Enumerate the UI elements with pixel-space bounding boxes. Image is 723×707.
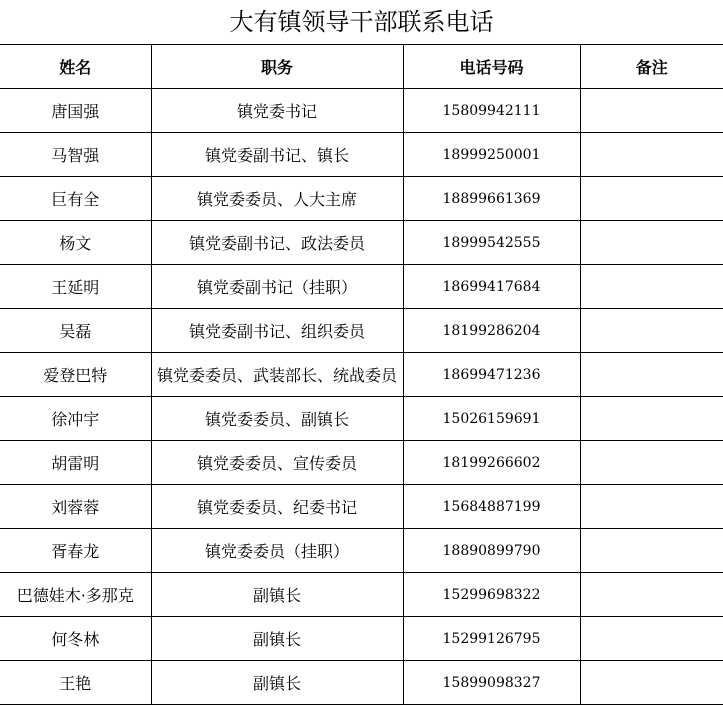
name-cell: 何冬林	[0, 617, 151, 661]
position-cell: 镇党委副书记、政法委员	[151, 221, 403, 265]
position-cell: 镇党委委员、副镇长	[151, 397, 403, 441]
remarks-cell	[580, 177, 723, 221]
phone-cell: 18999250001	[403, 133, 580, 177]
phone-cell: 15299126795	[403, 617, 580, 661]
phone-cell: 15899098327	[403, 661, 580, 705]
position-cell: 镇党委副书记（挂职）	[151, 265, 403, 309]
header-remarks: 备注	[580, 45, 723, 89]
name-cell: 刘蓉蓉	[0, 485, 151, 529]
table-row	[0, 221, 723, 265]
position-cell: 镇党委委员、武装部长、统战委员	[151, 353, 403, 397]
page-title: 大有镇领导干部联系电话	[0, 0, 723, 45]
phone-cell: 18890899790	[403, 529, 580, 573]
remarks-cell	[580, 89, 723, 133]
name-cell: 徐冲宇	[0, 397, 151, 441]
phone-cell: 18899661369	[403, 177, 580, 221]
position-cell: 副镇长	[151, 617, 403, 661]
position-cell: 镇党委委员、人大主席	[151, 177, 403, 221]
name-cell: 爱登巴特	[0, 353, 151, 397]
table-row	[0, 353, 723, 397]
table-row	[0, 89, 723, 133]
table-row	[0, 573, 723, 617]
name-cell: 唐国强	[0, 89, 151, 133]
table-row	[0, 529, 723, 573]
remarks-cell	[580, 397, 723, 441]
position-cell: 镇党委副书记、组织委员	[151, 309, 403, 353]
remarks-cell	[580, 353, 723, 397]
remarks-cell	[580, 133, 723, 177]
remarks-cell	[580, 617, 723, 661]
phone-cell: 18199286204	[403, 309, 580, 353]
remarks-cell	[580, 661, 723, 705]
table-row	[0, 661, 723, 705]
position-cell: 副镇长	[151, 661, 403, 705]
phone-cell: 15026159691	[403, 397, 580, 441]
name-cell: 杨文	[0, 221, 151, 265]
phone-cell: 18999542555	[403, 221, 580, 265]
remarks-cell	[580, 441, 723, 485]
remarks-cell	[580, 265, 723, 309]
name-cell: 马智强	[0, 133, 151, 177]
remarks-cell	[580, 221, 723, 265]
header-name: 姓名	[0, 45, 151, 89]
table-row	[0, 133, 723, 177]
phone-cell: 18699417684	[403, 265, 580, 309]
name-cell: 吴磊	[0, 309, 151, 353]
table-row	[0, 177, 723, 221]
table-row	[0, 309, 723, 353]
table-row	[0, 441, 723, 485]
position-cell: 镇党委委员（挂职）	[151, 529, 403, 573]
name-cell: 王艳	[0, 661, 151, 705]
table-row	[0, 617, 723, 661]
remarks-cell	[580, 309, 723, 353]
position-cell: 副镇长	[151, 573, 403, 617]
table-header	[0, 45, 723, 89]
position-cell: 镇党委委员、宣传委员	[151, 441, 403, 485]
position-cell: 镇党委委员、纪委书记	[151, 485, 403, 529]
phone-cell: 15809942111	[403, 89, 580, 133]
phone-cell: 18699471236	[403, 353, 580, 397]
phone-cell: 18199266602	[403, 441, 580, 485]
table-row	[0, 485, 723, 529]
remarks-cell	[580, 573, 723, 617]
table-row	[0, 397, 723, 441]
header-phone: 电话号码	[403, 45, 580, 89]
remarks-cell	[580, 485, 723, 529]
position-cell: 镇党委书记	[151, 89, 403, 133]
name-cell: 胡雷明	[0, 441, 151, 485]
name-cell: 胥春龙	[0, 529, 151, 573]
table-body	[0, 89, 723, 705]
header-row	[0, 45, 723, 89]
table-row	[0, 265, 723, 309]
name-cell: 巴德娃木·多那克	[0, 573, 151, 617]
remarks-cell	[580, 529, 723, 573]
contacts-table	[0, 44, 723, 705]
header-position: 职务	[151, 45, 403, 89]
name-cell: 王延明	[0, 265, 151, 309]
phone-cell: 15684887199	[403, 485, 580, 529]
name-cell: 巨有全	[0, 177, 151, 221]
position-cell: 镇党委副书记、镇长	[151, 133, 403, 177]
phone-cell: 15299698322	[403, 573, 580, 617]
